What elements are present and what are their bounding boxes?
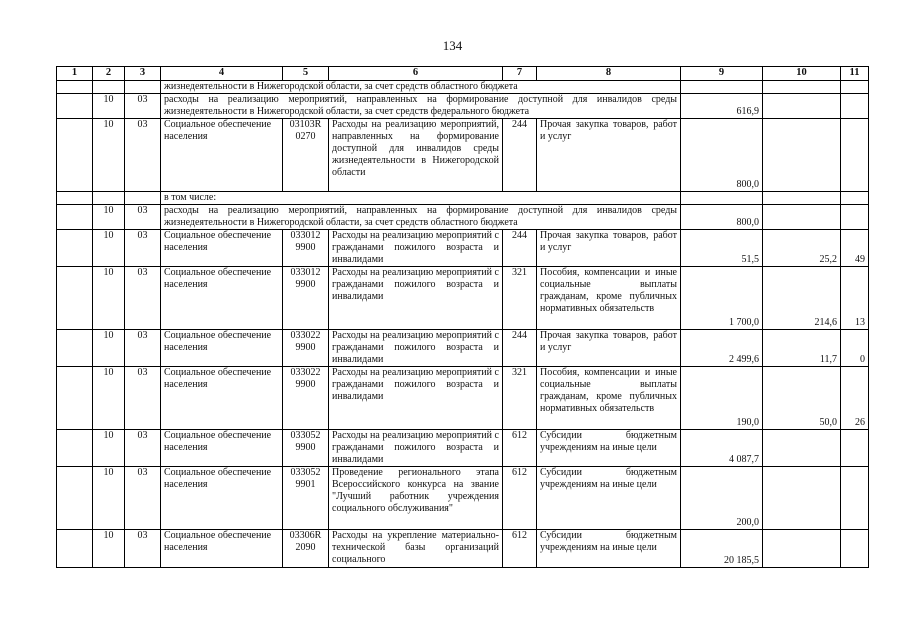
cell-amount-2: 50,0 — [763, 367, 841, 430]
cell-description: расходы на реализацию мероприятий, направленных на формирование доступной для инвалидов среды жизнедеятельности в Нижегородской области, за счет средств областного бюджета — [161, 205, 681, 230]
cell-expense-name: Расходы на реализацию мероприятий с гражданами пожилого возраста и инвалидами — [329, 430, 503, 467]
column-header: 11 — [841, 67, 869, 81]
cell-type-name: Пособия, компенсации и иные социальные выплаты гражданам, кроме публичных нормативных обязательств — [537, 367, 681, 430]
table-row — [57, 81, 869, 94]
cell-description: расходы на реализацию мероприятий, направленных на формирование доступной для инвалидов среды жизнедеятельности в Нижегородской области, за счет средств федерального бюджета — [161, 94, 681, 119]
cell-section: 10 — [93, 430, 125, 467]
cell-program: Социальное обеспечение населения — [161, 230, 283, 267]
cell-description: в том числе: — [161, 192, 681, 205]
cell-subsection: 03 — [125, 205, 161, 230]
column-header: 1 — [57, 67, 93, 81]
cell-percent: 0 — [841, 330, 869, 367]
cell-subsection: 03 — [125, 367, 161, 430]
cell-percent: 26 — [841, 367, 869, 430]
cell-program: Социальное обеспечение населения — [161, 330, 283, 367]
column-header: 10 — [763, 67, 841, 81]
cell-type-code: 612 — [503, 530, 537, 568]
column-header: 7 — [503, 67, 537, 81]
cell-percent: 49 — [841, 230, 869, 267]
cell-empty — [57, 267, 93, 330]
cell-subsection: 03 — [125, 430, 161, 467]
column-header: 3 — [125, 67, 161, 81]
cell-percent — [841, 119, 869, 192]
cell-empty — [57, 119, 93, 192]
cell-percent — [841, 467, 869, 530]
cell-program: Социальное обеспечение населения — [161, 367, 283, 430]
cell-program: Социальное обеспечение населения — [161, 267, 283, 330]
cell-amount: 4 087,7 — [681, 430, 763, 467]
cell-code: 033052 9901 — [283, 467, 329, 530]
cell-amount — [681, 81, 763, 94]
cell-amount-2 — [763, 94, 841, 119]
cell-type-code: 244 — [503, 330, 537, 367]
table-row — [57, 119, 869, 192]
cell-section: 10 — [93, 530, 125, 568]
cell-subsection — [125, 81, 161, 94]
cell-empty — [57, 230, 93, 267]
cell-subsection: 03 — [125, 119, 161, 192]
table-row — [57, 330, 869, 367]
cell-percent — [841, 205, 869, 230]
cell-section: 10 — [93, 94, 125, 119]
cell-empty — [57, 430, 93, 467]
cell-program: Социальное обеспечение населения — [161, 119, 283, 192]
cell-code: 033012 9900 — [283, 267, 329, 330]
cell-empty — [57, 467, 93, 530]
cell-section — [93, 192, 125, 205]
cell-type-name: Субсидии бюджетным учреждениям на иные цели — [537, 530, 681, 568]
cell-section: 10 — [93, 467, 125, 530]
cell-program: Социальное обеспечение населения — [161, 467, 283, 530]
cell-subsection: 03 — [125, 530, 161, 568]
cell-amount-2 — [763, 430, 841, 467]
cell-code: 033012 9900 — [283, 230, 329, 267]
cell-expense-name: Расходы на реализацию мероприятий с гражданами пожилого возраста и инвалидами — [329, 230, 503, 267]
cell-percent — [841, 530, 869, 568]
column-header: 4 — [161, 67, 283, 81]
cell-code: 033022 9900 — [283, 367, 329, 430]
cell-amount: 51,5 — [681, 230, 763, 267]
cell-subsection: 03 — [125, 230, 161, 267]
column-header: 8 — [537, 67, 681, 81]
cell-type-name: Прочая закупка товаров, работ и услуг — [537, 119, 681, 192]
table-row — [57, 205, 869, 230]
table-row — [57, 230, 869, 267]
cell-type-name: Пособия, компенсации и иные социальные выплаты гражданам, кроме публичных нормативных обязательств — [537, 267, 681, 330]
cell-empty — [57, 94, 93, 119]
cell-type-name: Прочая закупка товаров, работ и услуг — [537, 330, 681, 367]
cell-percent — [841, 430, 869, 467]
cell-percent: 13 — [841, 267, 869, 330]
cell-subsection: 03 — [125, 267, 161, 330]
cell-type-name: Прочая закупка товаров, работ и услуг — [537, 230, 681, 267]
cell-empty — [57, 192, 93, 205]
cell-subsection: 03 — [125, 94, 161, 119]
cell-expense-name: Расходы на реализацию мероприятий с гражданами пожилого возраста и инвалидами — [329, 267, 503, 330]
cell-empty — [57, 205, 93, 230]
cell-amount: 616,9 — [681, 94, 763, 119]
cell-code: 03103R 0270 — [283, 119, 329, 192]
cell-type-code: 244 — [503, 119, 537, 192]
cell-amount-2 — [763, 192, 841, 205]
cell-section: 10 — [93, 367, 125, 430]
cell-section: 10 — [93, 230, 125, 267]
cell-amount: 200,0 — [681, 467, 763, 530]
cell-amount — [681, 192, 763, 205]
cell-empty — [57, 81, 93, 94]
cell-code: 033052 9900 — [283, 430, 329, 467]
cell-percent — [841, 81, 869, 94]
cell-section: 10 — [93, 119, 125, 192]
table-row — [57, 192, 869, 205]
cell-amount-2 — [763, 205, 841, 230]
cell-section — [93, 81, 125, 94]
cell-type-code: 321 — [503, 367, 537, 430]
table-row — [57, 467, 869, 530]
table-row — [57, 94, 869, 119]
cell-amount: 20 185,5 — [681, 530, 763, 568]
cell-empty — [57, 530, 93, 568]
cell-section: 10 — [93, 330, 125, 367]
cell-code: 03306R 2090 — [283, 530, 329, 568]
cell-expense-name: Расходы на реализацию мероприятий, направленных на формирование доступной для инвалидов среды жизнедеятельности в Нижегородской области — [329, 119, 503, 192]
column-header: 9 — [681, 67, 763, 81]
table-row — [57, 430, 869, 467]
cell-amount-2 — [763, 119, 841, 192]
cell-amount: 2 499,6 — [681, 330, 763, 367]
cell-subsection: 03 — [125, 467, 161, 530]
table-row — [57, 267, 869, 330]
cell-amount: 1 700,0 — [681, 267, 763, 330]
cell-section: 10 — [93, 205, 125, 230]
cell-section: 10 — [93, 267, 125, 330]
header-row — [57, 67, 869, 81]
cell-amount: 800,0 — [681, 205, 763, 230]
cell-expense-name: Расходы на укрепление материально-технической базы организаций социального — [329, 530, 503, 568]
cell-amount-2 — [763, 467, 841, 530]
cell-description: жизнедеятельности в Нижегородской области, за счет средств областного бюджета — [161, 81, 681, 94]
cell-amount: 190,0 — [681, 367, 763, 430]
cell-type-name: Субсидии бюджетным учреждениям на иные цели — [537, 430, 681, 467]
table-row — [57, 367, 869, 430]
cell-expense-name: Расходы на реализацию мероприятий с гражданами пожилого возраста и инвалидами — [329, 367, 503, 430]
cell-amount-2 — [763, 530, 841, 568]
cell-type-code: 321 — [503, 267, 537, 330]
cell-percent — [841, 192, 869, 205]
cell-type-code: 612 — [503, 430, 537, 467]
cell-code: 033022 9900 — [283, 330, 329, 367]
cell-empty — [57, 330, 93, 367]
cell-subsection: 03 — [125, 330, 161, 367]
column-header: 2 — [93, 67, 125, 81]
cell-type-code: 244 — [503, 230, 537, 267]
budget-table — [56, 66, 869, 568]
cell-program: Социальное обеспечение населения — [161, 430, 283, 467]
cell-amount-2 — [763, 81, 841, 94]
column-header: 6 — [329, 67, 503, 81]
cell-empty — [57, 367, 93, 430]
cell-subsection — [125, 192, 161, 205]
cell-amount-2: 25,2 — [763, 230, 841, 267]
page-number: 134 — [442, 38, 463, 53]
column-header: 5 — [283, 67, 329, 81]
cell-amount: 800,0 — [681, 119, 763, 192]
cell-expense-name: Проведение регионального этапа Всероссийского конкурса на звание "Лучший работник учреждения социального обслуживания" — [329, 467, 503, 530]
cell-type-code: 612 — [503, 467, 537, 530]
cell-program: Социальное обеспечение населения — [161, 530, 283, 568]
cell-amount-2: 214,6 — [763, 267, 841, 330]
cell-percent — [841, 94, 869, 119]
table-row — [57, 530, 869, 568]
cell-amount-2: 11,7 — [763, 330, 841, 367]
cell-type-name: Субсидии бюджетным учреждениям на иные цели — [537, 467, 681, 530]
cell-expense-name: Расходы на реализацию мероприятий с гражданами пожилого возраста и инвалидами — [329, 330, 503, 367]
